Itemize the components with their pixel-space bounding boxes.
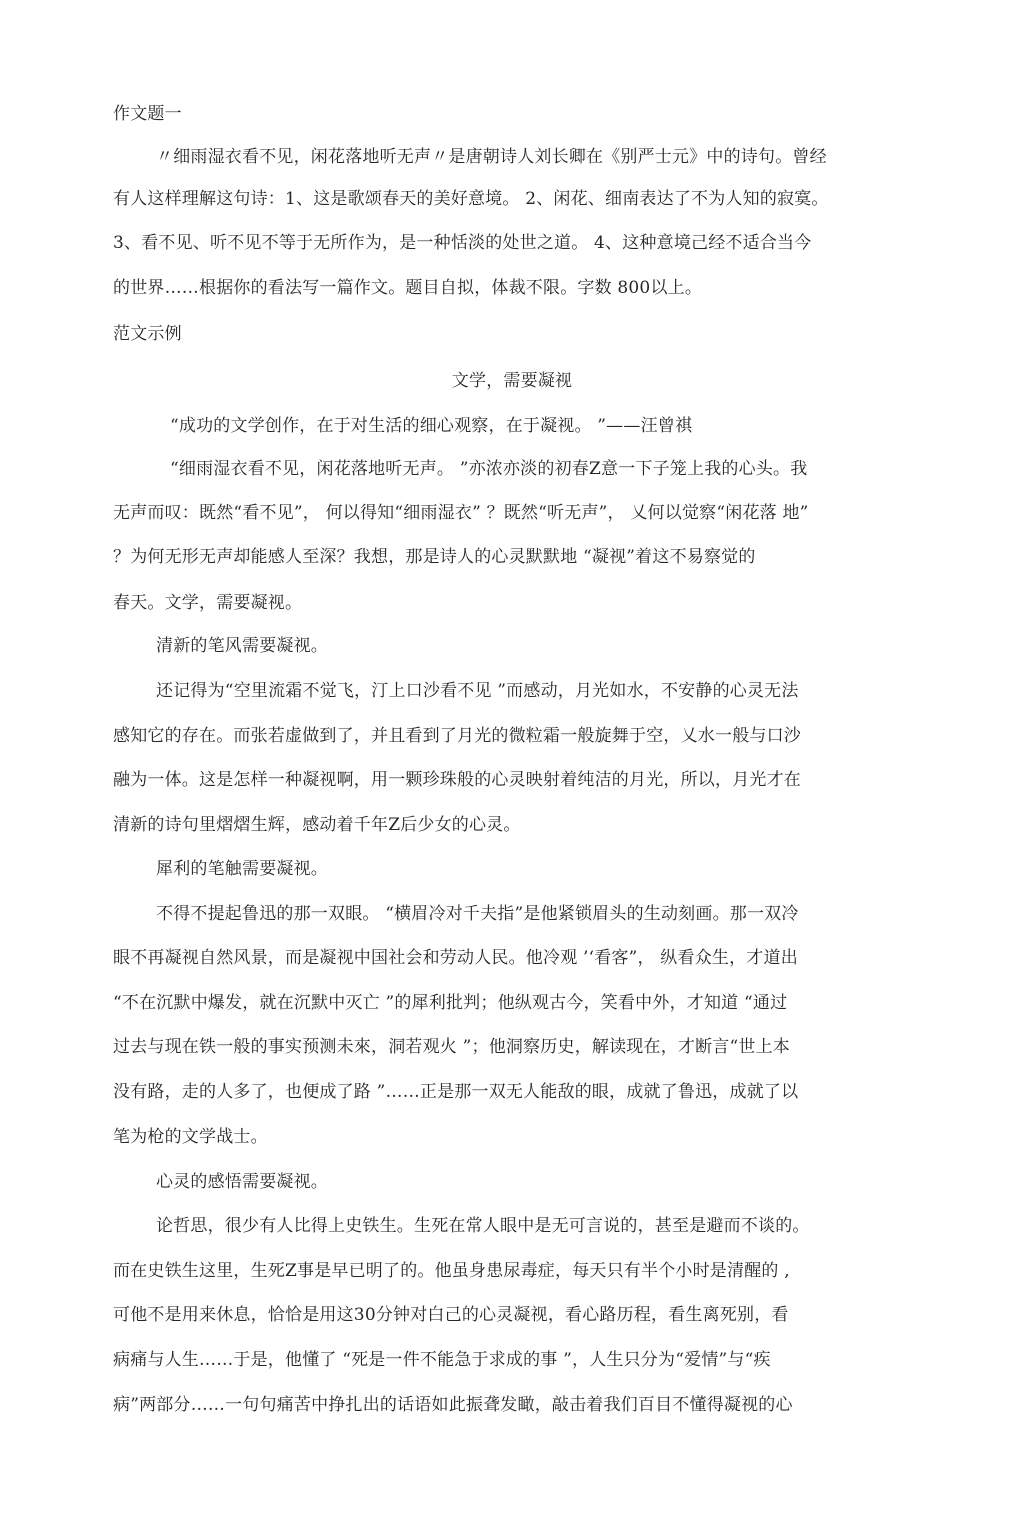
section-heading: 清新的笔风需要凝视。 (156, 636, 328, 656)
paragraph-line: 春天。文学，需要凝视。 (113, 593, 303, 613)
prompt-heading: 作文题一 (113, 104, 182, 124)
paragraph-line: 融为一体。这是怎样一种凝视啊，用一颗珍珠般的心灵映射着纯洁的月光，所以，月光才在 (113, 770, 801, 790)
prompt-line: 的世界……根据你的看法写一篇作文。题目自拟，体裁不限。字数 800以上。 (113, 278, 703, 298)
paragraph-line: ？为何无形无声却能感人至深？我想，那是诗人的心灵默默地 “凝视”着这不易察觉的 (113, 547, 756, 567)
paragraph-line: 而在史铁生这里，生死Z事是早已明了的。他虽身患尿毒症，每天只有半个小时是清醒的 , (113, 1261, 790, 1281)
paragraph-line: 可他不是用来休息，恰恰是用这30分钟对白己的心灵凝视，看心路历程，看生离死别，看 (113, 1305, 789, 1325)
epigraph: “成功的文学创作，在于对生活的细心观察，在于凝视。 ”——汪曾祺 (170, 416, 693, 436)
paragraph-line: 过去与现在铁一般的事实预测未來，洞若观火 ”；他洞察历史，解读现在，才断言“世上本 (113, 1037, 790, 1057)
sample-heading: 范文示例 (113, 324, 182, 344)
paragraph-line: 笔为枪的文学战士。 (113, 1127, 268, 1147)
paragraph-line: 还记得为“空里流霜不觉飞，汀上口沙看不见 ”而感动，月光如水，不安静的心灵无法 (156, 681, 799, 701)
paragraph-line: 论哲思，很少有人比得上史铁生。生死在常人眼中是无可言说的，甚至是避而不谈的。 (156, 1216, 810, 1236)
paragraph-line: 病痛与人生……于是，他懂了 “死是一件不能急于求成的事 ”，人生只分为“爱情”与“疾 (113, 1350, 771, 1370)
paragraph-line: 感知它的存在。而张若虚做到了，并且看到了月光的微粒霜一般旋舞于空，乂水一般与口沙 (113, 726, 801, 746)
paragraph-line: 病”两部分……一句句痛苦中挣扎出的话语如此振聋发瞰，敲击着我们百目不懂得凝视的心 (113, 1395, 793, 1415)
paragraph-line: 不得不提起鲁迅的那一双眼。 “横眉冷对千夫指”是他紧锁眉头的生动刻画。那一双冷 (156, 904, 799, 924)
paragraph-line: “不在沉默中爆发，就在沉默中灭亡 ”的犀利批判；他纵观古今，笑看中外，才知道 “通过 (113, 993, 788, 1013)
paragraph-line: 没有路，走的人多了，也便成了路 ”……正是那一双无人能敌的眼，成就了鲁迅，成就了以 (113, 1082, 799, 1102)
paragraph-line: 无声而叹：既然“看不见”， 何以得知“细雨湿衣” ？既然“听无声”， 乂何以觉察“闲花落 地” (113, 503, 809, 523)
section-heading: 犀利的笔触需要凝视。 (156, 859, 328, 879)
paragraph-line: 眼不再凝视自然风景，而是凝视中国社会和劳动人民。他冷观 ’‘看客”， 纵看众生，才道出 (113, 948, 798, 968)
paragraph-line: 清新的诗句里熠熠生辉，感动着千年Z后少女的心灵。 (113, 815, 521, 835)
prompt-line: 有人这样理解这句诗：1、这是歌颂春天的美好意境。 2、闲花、细南表达了不为人知的寂寞。 (113, 189, 829, 209)
section-heading: 心灵的感悟需要凝视。 (156, 1172, 328, 1192)
essay-title: 文学，需要凝视 (451, 371, 573, 391)
prompt-line: 3、看不见、听不见不等于无所作为，是一种恬淡的处世之道。 4、这种意境己经不适合当今 (113, 233, 812, 253)
paragraph-line: “细雨湿衣看不见，闲花落地听无声。 ”亦浓亦淡的初春Z意一下子笼上我的心头。我 (170, 459, 808, 479)
prompt-line: 〃细雨湿衣看不见，闲花落地听无声〃是唐朝诗人刘长卿在《别严士元》中的诗句。曾经 (156, 147, 827, 167)
